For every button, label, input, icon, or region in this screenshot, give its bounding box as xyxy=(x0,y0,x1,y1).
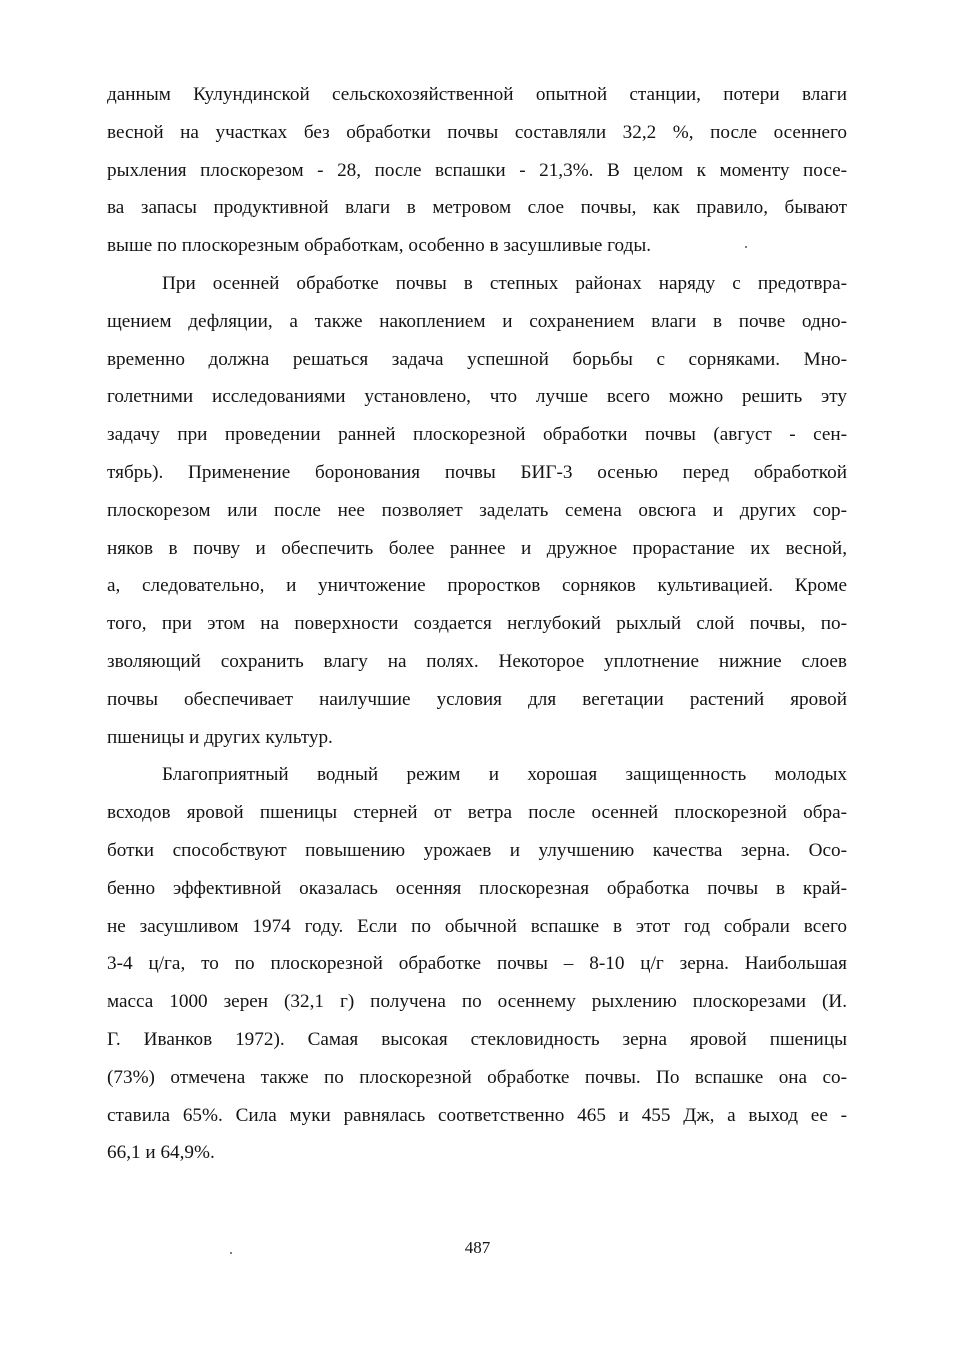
text-line: данным Кулундинской сельскохозяйственной опытной станции, потери влаги xyxy=(107,84,847,105)
text-line: тябрь). Применение боронования почвы БИГ-3 осенью перед обработкой xyxy=(107,461,847,483)
text-line: того, при этом на поверхности создается неглубокий рыхлый слой почвы, по- xyxy=(107,613,847,635)
text-line: пшеницы и других культур. xyxy=(107,726,333,748)
text-line: Г. Иванков 1972). Самая высокая стекловидность зерна яровой пшеницы xyxy=(107,1028,847,1050)
text-line: 3-4 ц/га, то по плоскорезной обработке почвы – 8-10 ц/г зерна. Наибольшая xyxy=(107,953,847,975)
text-line: рыхления плоскорезом - 28, после вспашки - 21,3%. В целом к моменту посе- xyxy=(107,159,847,181)
text-line: При осенней обработке почвы в степных районах наряду с предотвра- xyxy=(162,272,847,294)
text-line: (73%) отмечена также по плоскорезной обработке почвы. По вспашке она со- xyxy=(107,1066,847,1088)
paragraph xyxy=(107,756,847,1172)
text-line: выше по плоскорезным обработкам, особенно в засушливые годы. xyxy=(107,235,652,257)
text-line: всходов яровой пшеницы стерней от ветра после осенней плоскорезной обра- xyxy=(107,802,847,824)
text-line: почвы обеспечивает наилучшие условия для вегетации растений яровой xyxy=(107,688,847,710)
text-line: а, следовательно, и уничтожение проростков сорняков культивацией. Кроме xyxy=(107,575,847,597)
text-line: ботки способствуют повышению урожаев и улучшению качества зерна. Осо- xyxy=(107,839,847,861)
body-text xyxy=(107,76,847,1172)
text-line: бенно эффективной оказалась осенняя плоскорезная обработка почвы в край- xyxy=(107,877,847,899)
page-number: 487 xyxy=(464,1238,491,1257)
text-line: ставила 65%. Сила муки равнялась соответственно 465 и 455 Дж, а выход ее - xyxy=(107,1104,847,1126)
text-line: щением дефляции, а также накоплением и сохранением влаги в почве одно- xyxy=(107,310,847,332)
paragraph xyxy=(107,265,847,756)
text-line: зволяющий сохранить влагу на полях. Некоторое уплотнение нижние слоев xyxy=(107,650,847,672)
text-line: ва запасы продуктивной влаги в метровом слое почвы, как правило, бывают xyxy=(107,197,847,219)
text-line: голетними исследованиями установлено, что лучше всего можно решить эту xyxy=(107,386,847,408)
scan-speck xyxy=(745,246,747,248)
text-line: няков в почву и обеспечить более раннее и дружное прорастание их весной, xyxy=(107,537,847,559)
text-line: масса 1000 зерен (32,1 г) получена по осеннему рыхлению плоскорезами (И. xyxy=(107,991,847,1013)
text-line: Благоприятный водный режим и хорошая защищенность молодых xyxy=(162,764,847,786)
text-line: не засушливом 1974 году. Если по обычной вспашке в этот год собрали всего xyxy=(107,915,847,937)
text-line: временно должна решаться задача успешной борьбы с сорняками. Мно- xyxy=(107,348,847,370)
text-line: 66,1 и 64,9%. xyxy=(107,1142,215,1164)
text-line: задачу при проведении ранней плоскорезной обработки почвы (август - сен- xyxy=(107,424,847,446)
text-line: плоскорезом или после нее позволяет заделать семена овсюга и других сор- xyxy=(107,499,847,521)
paragraph xyxy=(107,76,847,265)
scan-speck xyxy=(230,1252,232,1254)
text-line: весной на участках без обработки почвы составляли 32,2 %, после осеннего xyxy=(107,121,847,143)
